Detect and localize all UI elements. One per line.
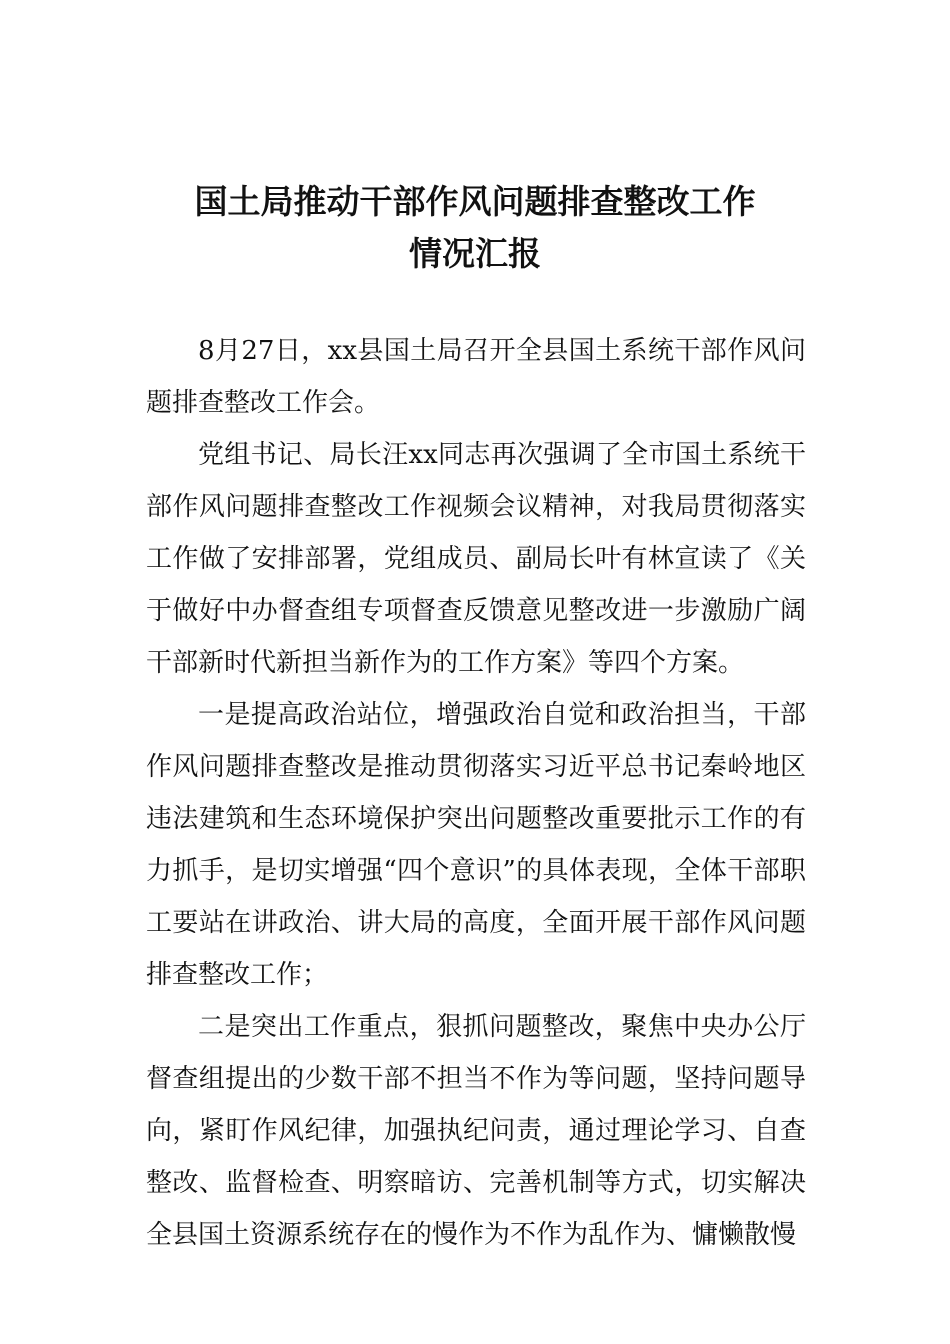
document-title — [120, 176, 830, 280]
paragraph-point-one: 一是提高政治站位，增强政治自觉和政治担当，干部作风问题排查整改是推动贯彻落实习近平总书记秦岭地区违法建筑和生态环境保护突出问题整改重要批示工作的有力抓手，是切实增强“四个意识”的具体表现，全体干部职工要站在讲政治、讲大局的高度，全面开展干部作风问题排查整改工作； — [146, 700, 806, 990]
paragraph-meeting-intro: 8月27日，xx县国土局召开全县国土系统干部作风问题排查整改工作会。 — [146, 336, 806, 418]
paragraph-party-secretary: 党组书记、局长汪xx同志再次强调了全市国土系统干部作风问题排查整改工作视频会议精神，对我局贯彻落实工作做了安排部署，党组成员、副局长叶有林宣读了《关于做好中办督查组专项督查反馈意见整改进一步激励广阔干部新时代新担当新作为的工作方案》等四个方案。 — [146, 440, 806, 678]
paragraph-point-two: 二是突出工作重点，狠抓问题整改，聚焦中央办公厅督查组提出的少数干部不担当不作为等问题，坚持问题导向，紧盯作风纪律，加强执纪问责，通过理论学习、自查整改、监督检查、明察暗访、完善机制等方式，切实解决全县国土资源系统存在的慢作为不作为乱作为、慵懒散慢 — [146, 1012, 806, 1250]
title-line-1: 国土局推动干部作风问题排查整改工作 — [194, 182, 756, 221]
title-line-2: 情况汇报 — [409, 234, 541, 273]
document-body — [146, 325, 806, 1261]
